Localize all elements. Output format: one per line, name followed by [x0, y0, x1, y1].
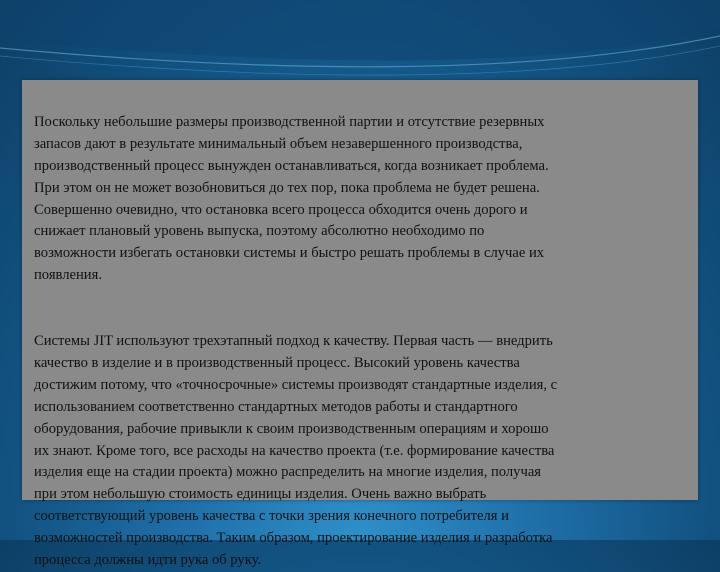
top-wave-decoration: [0, 0, 720, 90]
slide-body-text: [34, 90, 694, 572]
paragraph-stoppage: Поскольку небольшие размеры производственной партии и отсутствие резервных запасов дают в результате минимальный объем незавершенного производства, производственный процесс вынужден останавливаться, когда возникает проблема. При этом он не может возобновиться до тех пор, пока проблема не будет решена. Совершенно очевидно, что остановка всего процесса обходится очень дорого и снижает плановый уровень выпуска, поэтому абсолютно необходимо по возможности избегать остановки системы и быстро решать проблемы в случае их появления.: [34, 113, 549, 284]
paragraph-jit-quality: Системы JIT используют трехэтапный подход к качеству. Первая часть — внедрить качество в изделие и в производственный процесс. Высокий уровень качества достижим потому, что «точносрочные» системы производят стандартные изделия, с использованием соответственно стандартных методов работы и стандартного оборудования, рабочие привыкли к своим производственным операциям и хорошо их знают. Кроме того, все расходы на качество проекта (т.е. формирование качества изделия еще на стадии проекта) можно распределить на многие изделия, получая при этом небольшую стоимость единицы изделия. Очень важно выбрать соответствующий уровень качества с точки зрения конечного потребителя и возможностей производства. Таким образом, проектирование изделия и разработка процесса должны идти рука об руку.: [34, 332, 558, 569]
